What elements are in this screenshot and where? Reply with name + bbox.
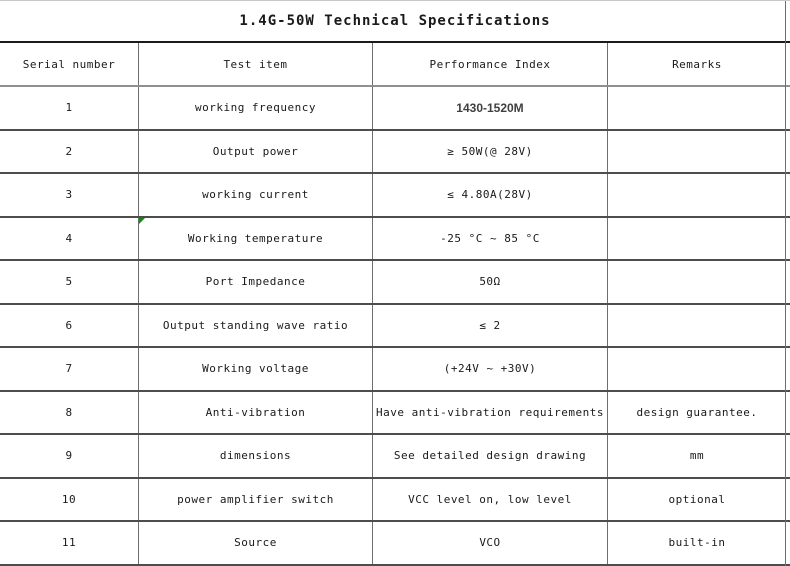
cell-test-item: Working voltage (139, 348, 373, 390)
cell-test-item (139, 218, 373, 260)
table-row (0, 305, 790, 349)
column-header-test-item: Test item (139, 43, 373, 85)
table-header-row (0, 43, 790, 87)
cell-performance: ≤ 4.80A(28V) (373, 174, 608, 216)
page-title: 1.4G-50W Technical Specifications (239, 12, 551, 29)
cell-performance: ≥ 50W(@ 28V) (373, 131, 608, 173)
cell-performance: 1430-1520M (373, 87, 608, 129)
cell-test-item: Port Impedance (139, 261, 373, 303)
cell-test-item: Output power (139, 131, 373, 173)
cell-remarks (608, 87, 786, 129)
cell-performance: VCO (373, 522, 608, 564)
cell-serial: 5 (0, 261, 139, 303)
table-row (0, 87, 790, 131)
cell-serial: 2 (0, 131, 139, 173)
cell-performance: ≤ 2 (373, 305, 608, 347)
cell-performance: (+24V ~ +30V) (373, 348, 608, 390)
cell-serial: 11 (0, 522, 139, 564)
table-row (0, 261, 790, 305)
cell-remarks (608, 131, 786, 173)
table-row (0, 522, 790, 566)
cell-remarks (608, 305, 786, 347)
cell-serial: 10 (0, 479, 139, 521)
cell-remarks: mm (689, 449, 705, 463)
cell-test-item: dimensions (139, 435, 373, 477)
cell-test-item: working current (139, 174, 373, 216)
table-title-row (0, 0, 790, 43)
cell-serial: 7 (0, 348, 139, 390)
cell-remarks (608, 348, 786, 390)
table-row (0, 479, 790, 523)
cell-performance: 50Ω (373, 261, 608, 303)
cell-comment-marker-icon (139, 218, 145, 224)
cell-remarks (608, 218, 786, 260)
table-right-border (785, 1, 786, 566)
cell-serial: 8 (0, 392, 139, 434)
cell-test-item: Source (139, 522, 373, 564)
cell-serial: 4 (0, 218, 139, 260)
cell-remarks (608, 174, 786, 216)
cell-performance: See detailed design drawing (373, 435, 608, 477)
cell-serial: 3 (0, 174, 139, 216)
column-header-remarks: Remarks (672, 57, 722, 71)
cell-performance: -25 °C ~ 85 °C (373, 218, 608, 260)
column-header-serial-number: Serial number (0, 43, 139, 85)
cell-performance: VCC level on, low level (373, 479, 608, 521)
cell-test-item: Output standing wave ratio (139, 305, 373, 347)
table-row (0, 435, 790, 479)
cell-remarks: optional (668, 492, 726, 506)
table-row (0, 348, 790, 392)
cell-remarks: design guarantee. (636, 405, 758, 419)
cell-test-item: Anti-vibration (139, 392, 373, 434)
table-row (0, 174, 790, 218)
cell-test-item: working frequency (139, 87, 373, 129)
table-row (0, 131, 790, 175)
cell-test-item-label: Working temperature (187, 231, 324, 245)
cell-serial: 9 (0, 435, 139, 477)
cell-serial: 1 (0, 87, 139, 129)
cell-remarks: built-in (668, 536, 726, 550)
cell-performance: Have anti-vibration requirements (373, 392, 608, 434)
cell-test-item: power amplifier switch (139, 479, 373, 521)
table-top-border (0, 0, 790, 1)
table-row (0, 218, 790, 262)
cell-remarks (608, 261, 786, 303)
column-header-performance-index: Performance Index (373, 43, 608, 85)
table-row (0, 392, 790, 436)
cell-serial: 6 (0, 305, 139, 347)
